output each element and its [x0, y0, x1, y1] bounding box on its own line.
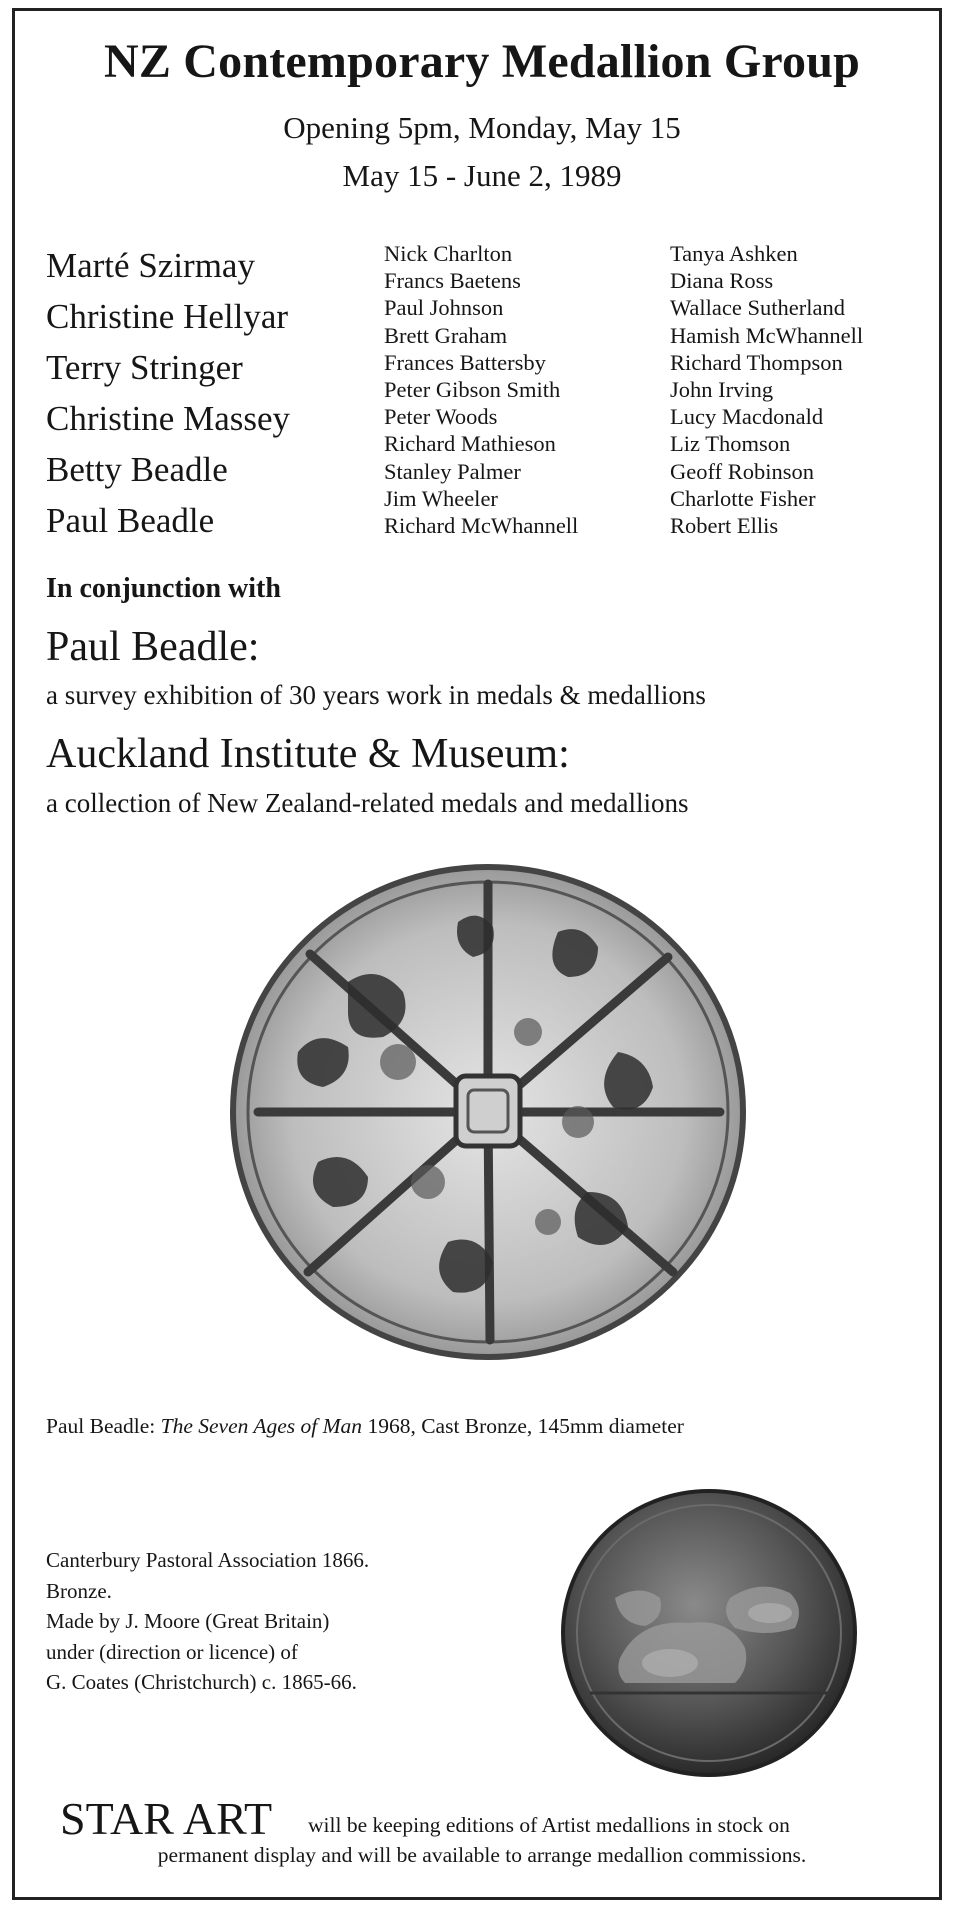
artist-name: Robert Ellis: [670, 513, 779, 539]
artist-name: Charlotte Fisher: [670, 485, 816, 511]
caption-artist: Paul Beadle:: [46, 1414, 156, 1438]
artist-name: Francs Baetens: [384, 268, 521, 294]
featured-artist: Christine Massey: [46, 399, 291, 438]
featured-artist: Christine Hellyar: [46, 297, 289, 336]
caption-line: Bronze.: [46, 1578, 112, 1603]
exhibit-heading-paul-beadle: Paul Beadle:: [46, 624, 260, 670]
caption-line: under (direction or licence) of: [46, 1639, 298, 1664]
canterbury-medal-image: [560, 1488, 858, 1778]
artist-name: Jim Wheeler: [384, 485, 498, 511]
artist-name: Geoff Robinson: [670, 458, 814, 484]
featured-artist: Betty Beadle: [46, 450, 228, 489]
star-art-description-line1: will be keeping editions of Artist medallions in stock on: [308, 1813, 790, 1837]
artist-name: Nick Charlton: [384, 241, 513, 266]
artist-name: Peter Woods: [384, 404, 498, 430]
artist-name: Stanley Palmer: [384, 458, 521, 484]
artist-name: Richard Thompson: [670, 349, 843, 375]
caption-details: 1968, Cast Bronze, 145mm diameter: [367, 1414, 684, 1438]
artists-list-column-3: [670, 240, 863, 539]
star-art-description-line2: permanent display and will be available to arrange medallion commissions.: [157, 1843, 807, 1867]
star-art-brand: STAR ART: [60, 1793, 273, 1844]
exhibition-dates: May 15 - June 2, 1989: [342, 158, 622, 193]
artist-name: Richard McWhannell: [384, 513, 579, 539]
caption-line: Made by J. Moore (Great Britain): [46, 1609, 330, 1633]
artist-name: Paul Johnson: [384, 295, 504, 321]
conjunction-heading: In conjunction with: [46, 573, 281, 604]
artist-name: Lucy Macdonald: [670, 404, 824, 430]
artists-list-column-2: [384, 240, 578, 539]
artist-name: John Irving: [670, 377, 774, 403]
exhibit-heading-auckland-museum: Auckland Institute & Museum:: [46, 731, 570, 777]
featured-artist: Marté Szirmay: [46, 246, 255, 285]
artist-name: Peter Gibson Smith: [384, 377, 561, 403]
artist-name: Frances Battersby: [384, 349, 546, 375]
artist-name: Liz Thomson: [670, 431, 791, 457]
featured-artists-list: [46, 240, 290, 546]
caption-line: G. Coates (Christchurch) c. 1865-66.: [46, 1670, 357, 1694]
artist-name: Richard Mathieson: [384, 431, 556, 457]
medallion-caption-seven-ages: [46, 1414, 684, 1439]
seven-ages-medallion-image: [228, 862, 748, 1362]
artist-name: Hamish McWhannell: [670, 322, 864, 348]
artist-name: Tanya Ashken: [670, 241, 798, 266]
caption-line: Canterbury Pastoral Association 1866.: [46, 1548, 370, 1572]
page-title: NZ Contemporary Medallion Group: [104, 35, 860, 88]
featured-artist: Terry Stringer: [46, 348, 243, 387]
opening-time: Opening 5pm, Monday, May 15: [283, 110, 681, 145]
caption-work-title: The Seven Ages of Man: [160, 1414, 363, 1438]
exhibit-description-paul-beadle: a survey exhibition of 30 years work in medals & medallions: [46, 680, 706, 710]
medallion-caption-canterbury: [46, 1545, 369, 1698]
artist-name: Wallace Sutherland: [670, 295, 845, 321]
exhibit-description-auckland-museum: a collection of New Zealand-related medals and medallions: [46, 788, 689, 818]
featured-artist: Paul Beadle: [46, 501, 215, 540]
artist-name: Brett Graham: [384, 322, 508, 348]
artist-name: Diana Ross: [670, 268, 774, 294]
